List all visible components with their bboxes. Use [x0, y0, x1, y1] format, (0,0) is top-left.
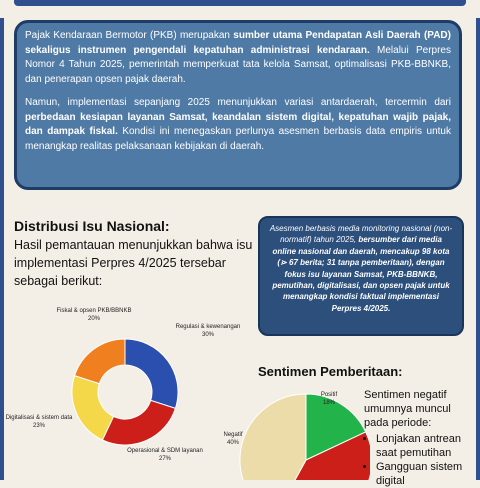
intro-p1-bold: sumber utama Pendapatan Asli Daerah (PAD) sekaligus instrumen pengendali kepatuhan administrasi kendaraan. — [25, 30, 451, 56]
intro-p1-text-a: Pajak Kendaraan Bermotor (PKB) merupakan — [25, 30, 234, 41]
intro-p2-bold: perbedaan kesiapan layanan Samsat, keandalan sistem digital, kepatuhan wajib pajak, dan dampak fiskal. — [25, 111, 451, 137]
sentiment-item-2: • Gangguan sistem digital — [376, 460, 474, 488]
note-text: Asesmen berbasis media monitoring nasional (non-normatif) tahun 2025, — [269, 224, 453, 245]
intro-box — [14, 20, 462, 190]
sentiment-chart — [223, 378, 370, 480]
sentiment-lead: Sentimen negatif umumnya muncul pada periode: — [364, 389, 451, 429]
sentiment-item-1: • Lonjakan antrean saat pemutihan — [376, 432, 474, 460]
donut-label-operasional: Operasional & SDM layanan 27% — [127, 448, 203, 462]
sentiment-text — [364, 388, 474, 488]
pie-slice-2 — [240, 394, 306, 480]
donut-label-fiskal: Fiskal & opsen PKB/BBNKB 20% — [56, 308, 132, 322]
pie-label-negatif: Negatif 40% — [223, 432, 243, 446]
distribution-description: Hasil pemantauan menunjukkan bahwa isu implementasi Perpres 4/2025 tersebar sebagai berikut: — [14, 238, 253, 288]
donut-slice-2 — [72, 376, 114, 440]
issue-distribution-chart — [0, 300, 250, 480]
distribution-title: Distribusi Isu Nasional: — [14, 218, 170, 234]
intro-p2-text-a: Namun, implementasi sepanjang 2025 menunjukkan variasi antardaerah, tercermin dari — [25, 97, 451, 108]
donut-label-regulasi: Regulasi & kewenangan 30% — [175, 324, 241, 338]
method-note-box — [258, 216, 464, 336]
sentiment-title: Sentimen Pemberitaan: — [258, 364, 403, 379]
pie-svg — [230, 378, 370, 480]
intro-p1-text-c: Melalui Perpres Nomor 4 Tahun 2025, pemerintah memperkuat tata kelola Samsat, optimalisasi PKB-BBNKB, dan penerapan opsen pajak daerah. — [25, 44, 451, 85]
donut-label-digitalisasi: Digitalisasi & sistem data 23% — [5, 415, 73, 429]
right-frame — [476, 0, 480, 480]
pie-label-positif: Positif 18% — [320, 392, 338, 406]
note-bold-text: bersumber dari media online nasional dan daerah, mencakup 98 kota (⋗ 67 berita; 31 tanpa pemberitaan), dengan fokus isu layanan Samsat, PKB-BBNKB, pemutihan, digitalisasi, dan opsen pajak untuk menangkap kondisi faktual implementasi Perpres 4/2025. — [272, 235, 450, 313]
intro-paragraph-2 — [25, 96, 451, 154]
top-bar — [0, 0, 480, 18]
intro-paragraph-1 — [25, 29, 451, 87]
intro-p2-text-c: Kondisi ini menegaskan perlunya asesmen berbasis data empiris untuk menangkap realitas pelaksanaan kebijakan di daerah. — [25, 126, 451, 152]
top-band — [14, 0, 466, 6]
donut-slice-0 — [125, 339, 178, 408]
donut-slice-3 — [75, 339, 125, 384]
donut-slice-1 — [102, 400, 175, 445]
